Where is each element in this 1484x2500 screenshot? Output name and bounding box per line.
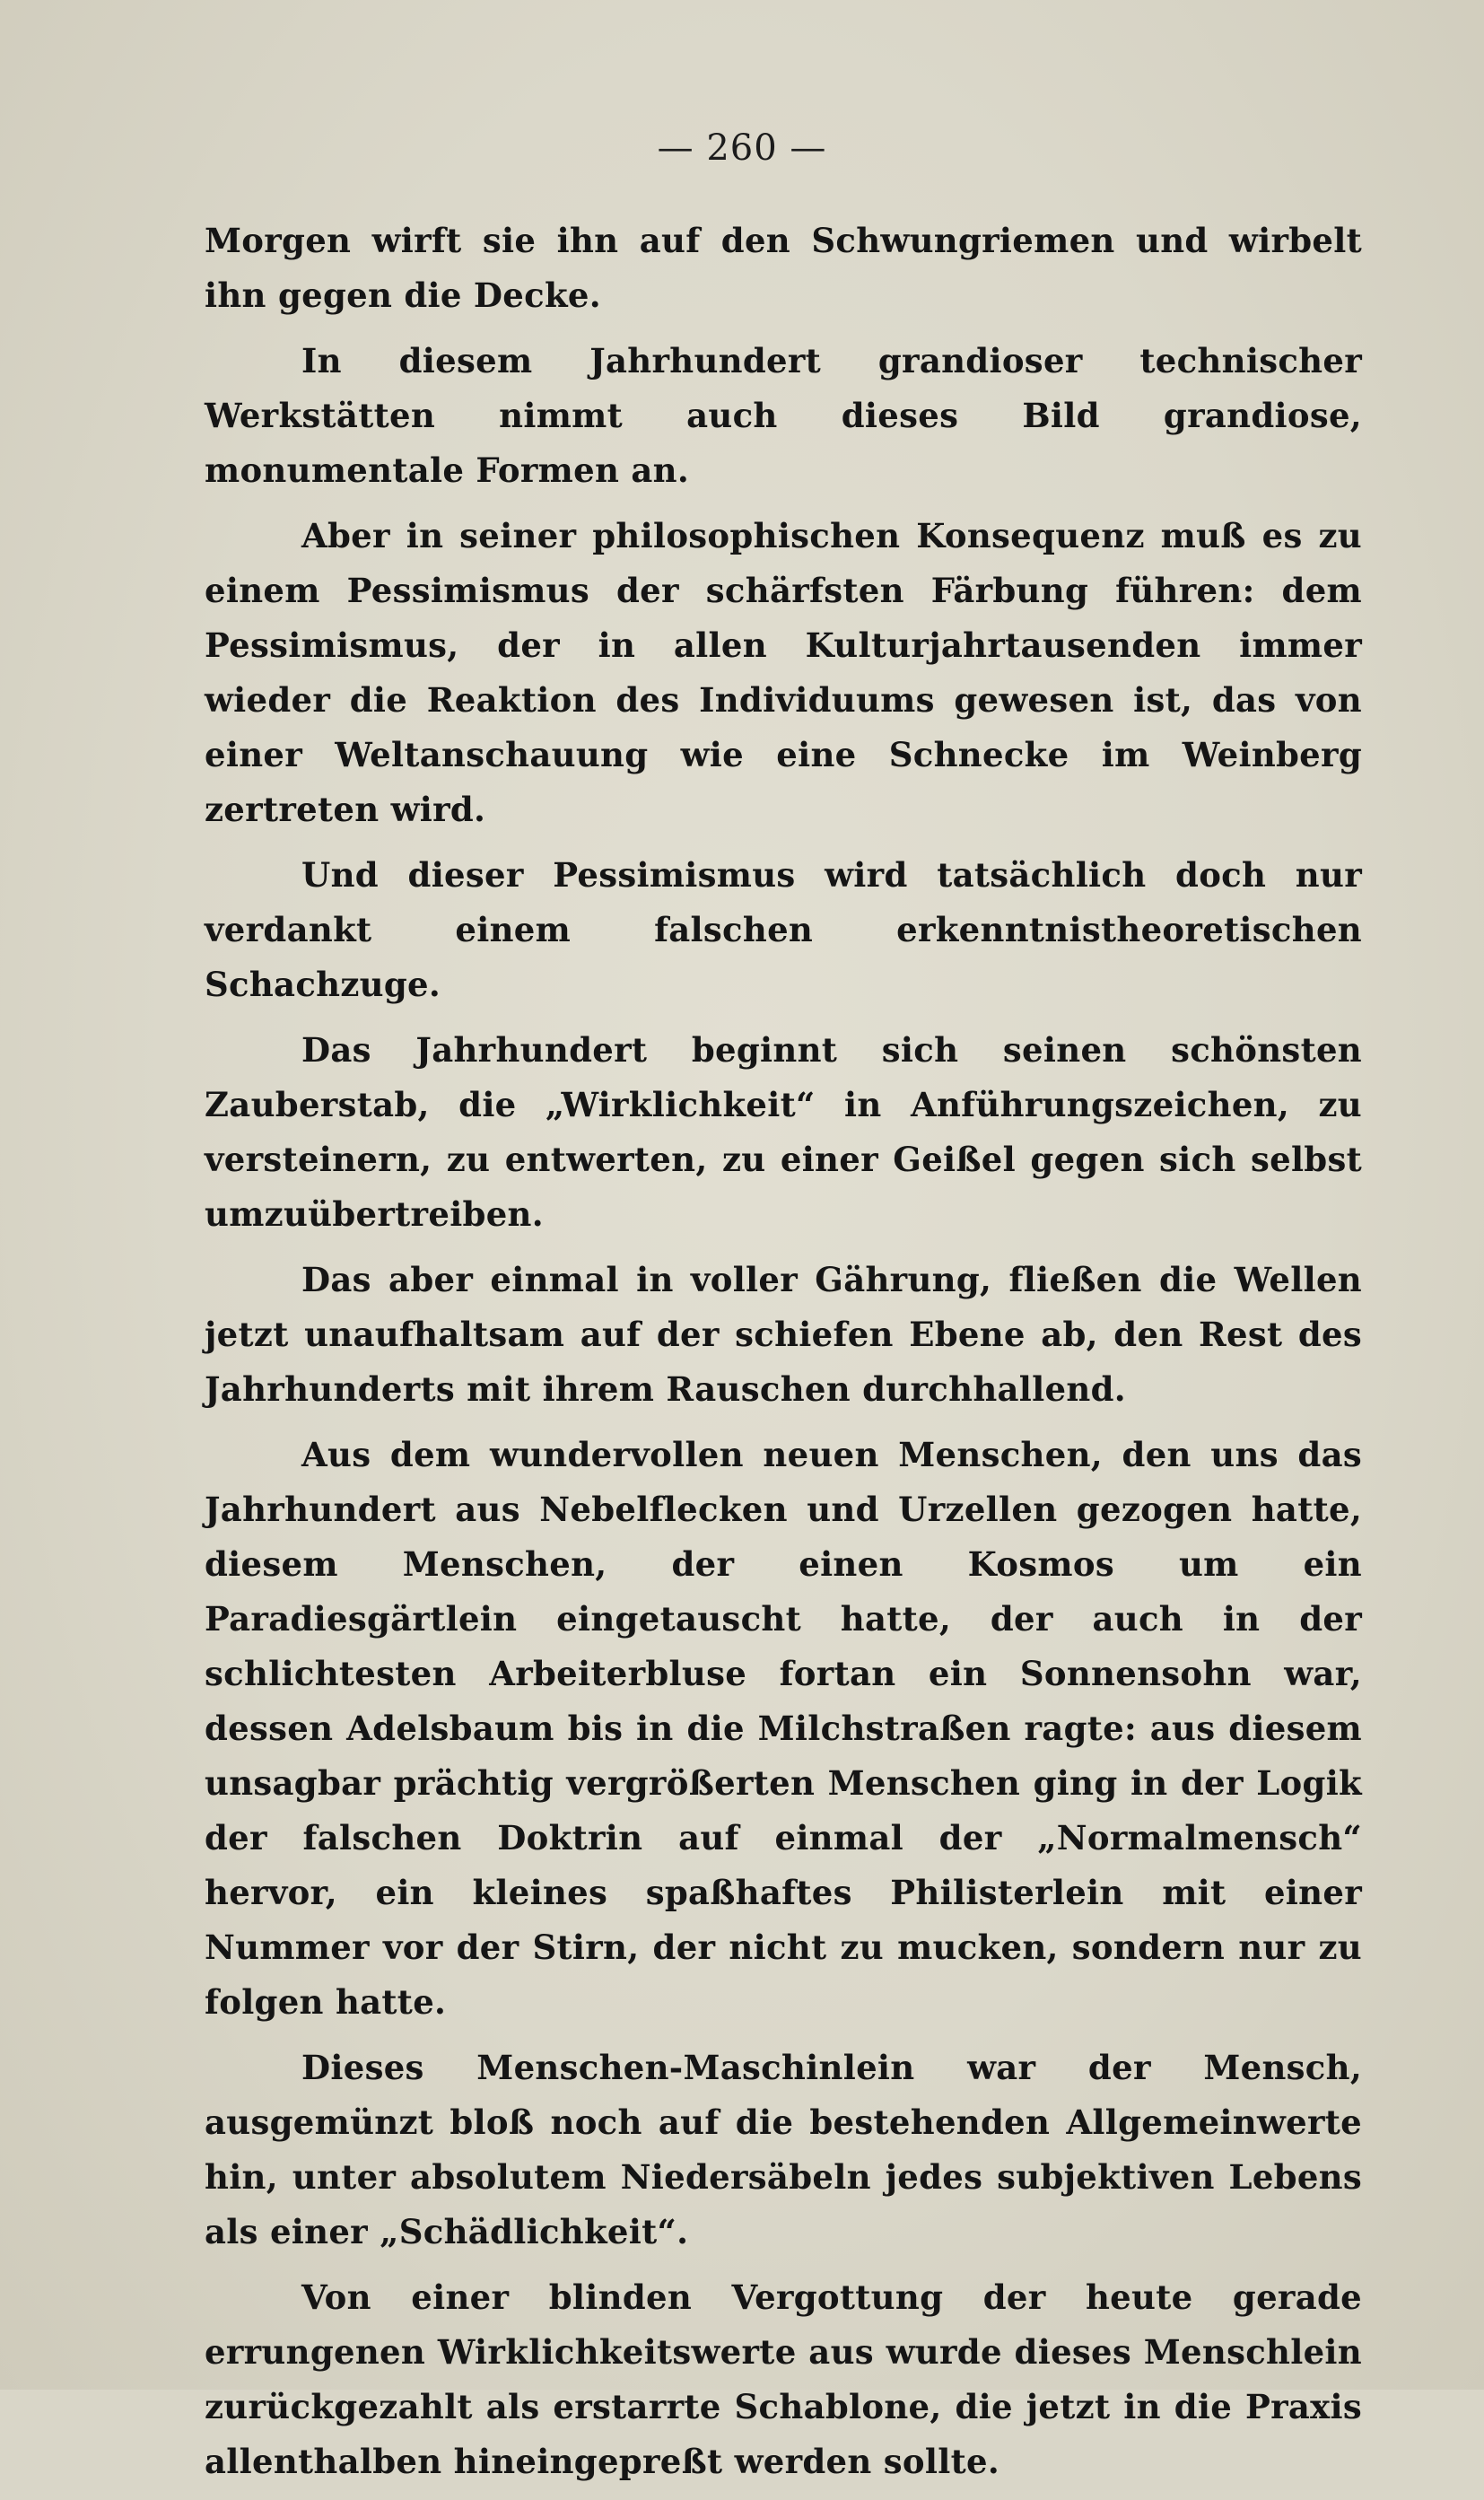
paragraph-9: Von einer blinden Vergottung der heute gerade errungenen Wirklichkeitswerte aus wurde dieses Menschlein zurückgezahlt als erstarrte Schablone, die jetzt in die Praxis allenthalben hineingepreßt werden sollte. xyxy=(205,2277,1362,2481)
paragraph-3: Aber in seiner philosophischen Konsequenz muß es zu einem Pessimismus der schärfsten Färbung führen: dem Pessimismus, der in allen Kulturjahrtausenden immer wieder die Reaktion des Individuums gewesen ist, das von einer Weltanschauung wie eine Schnecke im Weinberg zertreten wird. xyxy=(205,516,1362,829)
paragraph-7: Aus dem wundervollen neuen Menschen, den uns das Jahrhundert aus Nebelflecken und Urzellen gezogen hatte, diesem Menschen, der einen Kosmos um ein Paradiesgärtlein eingetauscht hatte, der auch in der schlichtesten Arbeiterbluse fortan ein Sonnensohn war, dessen Adelsbaum bis in die Milchstraßen ragte: aus diesem unsagbar prächtig vergrößerten Menschen ging in der Logik der falschen Doktrin auf einmal der „Normalmensch“ hervor, ein kleines spaßhaftes Philisterlein mit einer Nummer vor der Stirn, der nicht zu mucken, sondern nur zu folgen hatte. xyxy=(205,1435,1362,2022)
paragraph-5: Das Jahrhundert beginnt sich seinen schönsten Zauberstab, die „Wirklichkeit“ in Anführungszeichen, zu versteinern, zu entwerten, zu einer Geißel gegen sich selbst umzuübertreiben. xyxy=(205,1030,1362,1234)
page-number: — 260 — xyxy=(657,127,827,169)
paragraph-2: In diesem Jahrhundert grandioser technischer Werkstätten nimmt auch dieses Bild grandiose, monumentale Formen an. xyxy=(205,341,1362,490)
paragraph-1: Morgen wirft sie ihn auf den Schwungriemen und wirbelt ihn gegen die Decke. xyxy=(205,221,1362,315)
paragraph-6: Das aber einmal in voller Gährung, fließen die Wellen jetzt unaufhaltsam auf der schiefen Ebene ab, den Rest des Jahrhunderts mit ihrem Rauschen durchhallend. xyxy=(205,1260,1362,1409)
body-text xyxy=(205,214,1362,2500)
paragraph-8: Dieses Menschen-Maschinlein war der Mensch, ausgemünzt bloß noch auf die bestehenden Allgemeinwerte hin, unter absolutem Niedersäbeln jedes subjektiven Lebens als einer „Schädlichkeit“. xyxy=(205,2048,1362,2251)
paragraph-4: Und dieser Pessimismus wird tatsächlich doch nur verdankt einem falschen erkenntnistheoretischen Schachzuge. xyxy=(205,855,1362,1004)
